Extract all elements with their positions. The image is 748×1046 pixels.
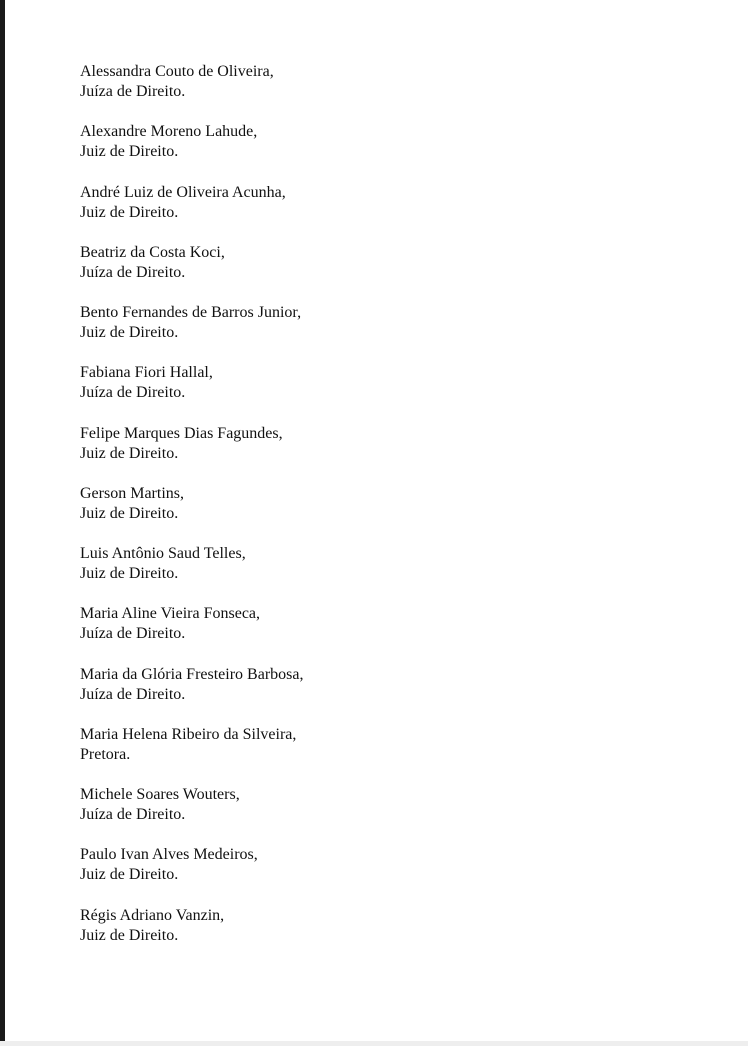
judge-title: Juíza de Direito.	[80, 625, 186, 643]
judge-title: Juiz de Direito.	[80, 866, 179, 884]
judge-title: Juiz de Direito.	[80, 565, 179, 583]
judge-title: Juiz de Direito.	[80, 203, 179, 221]
judge-title: Juiz de Direito.	[80, 504, 179, 522]
judge-name: Luis Antônio Saud Telles,	[80, 545, 246, 562]
page-bottom-border	[0, 1041, 748, 1046]
judge-name: Beatriz da Costa Koci,	[80, 243, 225, 261]
judge-title: Juiz de Direito.	[80, 444, 179, 462]
judge-title: Juíza de Direito.	[80, 83, 186, 101]
list-item	[80, 243, 680, 283]
list-item	[80, 122, 680, 162]
list-item	[80, 665, 680, 705]
judge-name: Felipe Marques Dias Fagundes,	[80, 424, 283, 442]
list-item	[80, 424, 680, 464]
judge-title: Juíza de Direito.	[80, 806, 186, 824]
judge-name: Fabiana Fiori Hallal,	[80, 364, 213, 382]
list-item	[80, 62, 680, 102]
judge-title: Juíza de Direito.	[80, 263, 186, 281]
judge-name: Maria da Glória Fresteiro Barbosa,	[80, 665, 304, 683]
judge-name: Régis Adriano Vanzin,	[80, 906, 225, 924]
judge-title: Juiz de Direito.	[80, 324, 179, 342]
judge-name: Michele Soares Wouters,	[80, 786, 240, 803]
list-item	[80, 484, 680, 524]
judge-name: Gerson Martins,	[80, 484, 184, 502]
judge-name: Alexandre Moreno Lahude,	[80, 123, 258, 141]
list-item	[80, 363, 680, 403]
list-item	[80, 785, 680, 825]
judge-name: Paulo Ivan Alves Medeiros,	[80, 846, 258, 864]
judge-title: Juíza de Direito.	[80, 384, 186, 402]
page-left-border	[0, 0, 5, 1046]
list-item	[80, 544, 680, 584]
judge-name: Maria Aline Vieira Fonseca,	[80, 605, 261, 623]
list-item	[80, 183, 680, 223]
judge-title: Juiz de Direito.	[80, 143, 179, 161]
judge-list	[80, 62, 680, 966]
judge-name: Bento Fernandes de Barros Junior,	[80, 304, 302, 321]
judge-name: Maria Helena Ribeiro da Silveira,	[80, 725, 297, 743]
list-item	[80, 725, 680, 765]
judge-title: Juíza de Direito.	[80, 685, 186, 703]
list-item	[80, 845, 680, 885]
list-item	[80, 604, 680, 644]
judge-title: Juiz de Direito.	[80, 926, 179, 944]
judge-title: Pretora.	[80, 745, 131, 763]
judge-name: Alessandra Couto de Oliveira,	[80, 63, 274, 80]
judge-name: André Luiz de Oliveira Acunha,	[80, 183, 286, 201]
list-item	[80, 906, 680, 946]
list-item	[80, 303, 680, 343]
